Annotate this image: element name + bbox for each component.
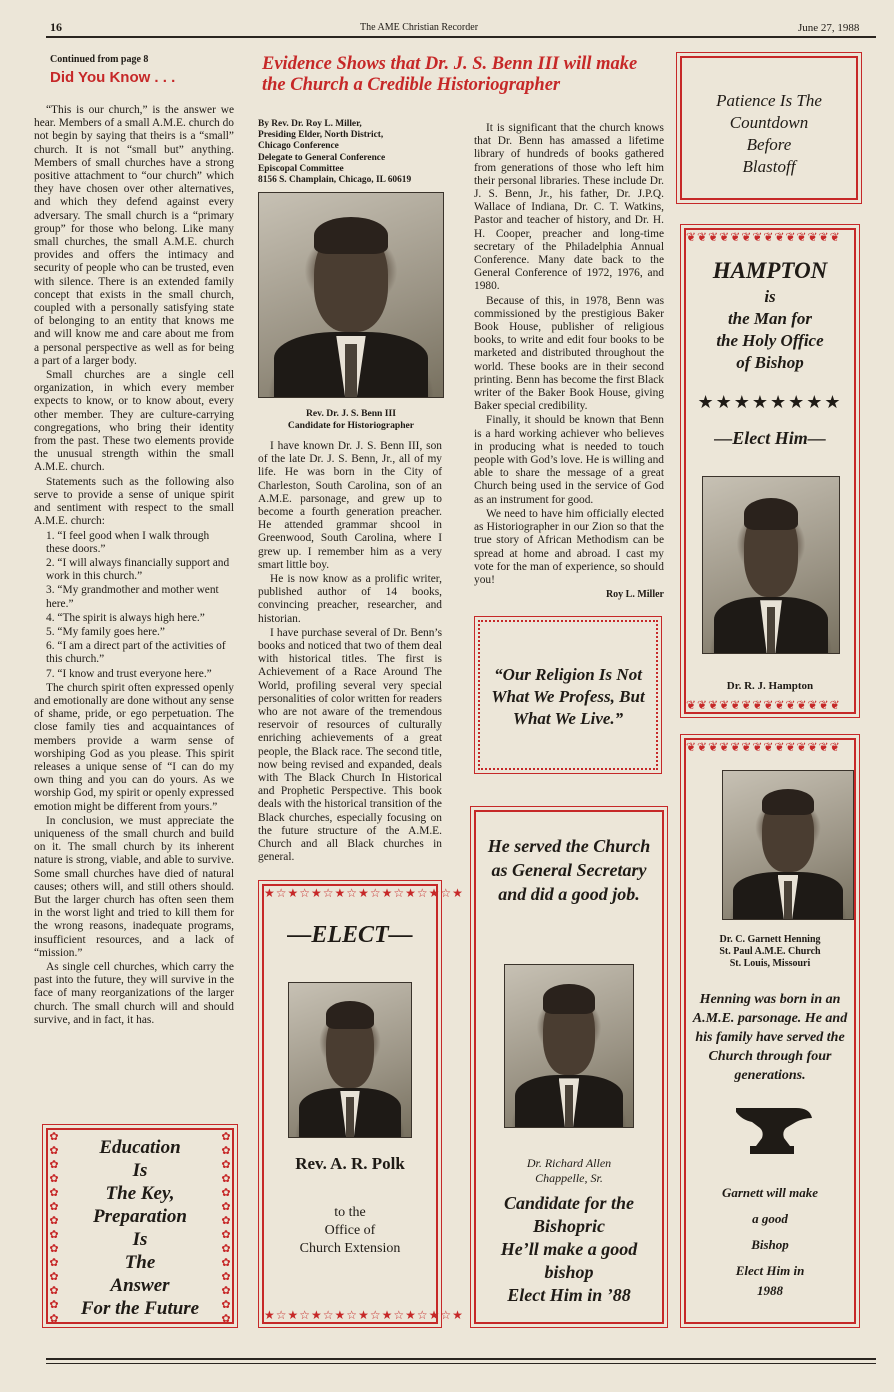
tagline-line: of Bishop xyxy=(736,353,804,372)
slogan-line: Bishop xyxy=(751,1237,789,1252)
patience-line: Before xyxy=(746,135,792,154)
footer-rule-thin xyxy=(46,1363,876,1364)
education-line: Education xyxy=(99,1137,181,1158)
slogan-line: Elect Him in ’88 xyxy=(507,1285,631,1305)
hampton-ad xyxy=(684,228,856,714)
education-line: The xyxy=(124,1252,156,1273)
henning-caption xyxy=(686,934,854,970)
byline-line: Presiding Elder, North District, xyxy=(258,130,384,141)
slogan-line: 1988 xyxy=(757,1283,783,1298)
education-ad xyxy=(46,1128,234,1324)
byline-line: 8156 S. Champlain, Chicago, IL 60619 xyxy=(258,175,412,186)
byline-line: Delegate to General Conference xyxy=(258,152,386,163)
slogan-line: bishop xyxy=(544,1262,594,1282)
slogan-line: He’ll make a good xyxy=(500,1239,638,1259)
list-item: 3. “My grandmother and mother went here.” xyxy=(46,584,219,610)
patience-line: Blastoff xyxy=(742,157,796,176)
list-item: 7. “I know and trust everyone here.” xyxy=(46,667,212,680)
benn-photo-caption xyxy=(258,408,444,432)
hampton-elect: —Elect Him— xyxy=(714,428,826,448)
henning-ad xyxy=(684,738,856,1324)
paragraph: The church spirit often expressed openly and emotionally are done without any sense of shame, pride, or ego perpetuation. The close family ties and acquaintances of members provide a warm sense of worshiping God as you please. This spirit releases a unique sense of “I can do my own thing and you can do yours. As we worship God, my spirit or openly expressed emotion might be different from yours.” xyxy=(34,681,234,813)
paragraph: As single cell churches, which carry the past into the future, they will survive in the face of many reorganizations of the larger church. The small church will and should survive, and in fact, it has. xyxy=(34,961,234,1026)
slogan-line: a good xyxy=(752,1211,788,1226)
hampton-caption: Dr. R. J. Hampton xyxy=(726,680,814,692)
anvil-icon xyxy=(734,1102,814,1162)
paragraph: In conclusion, we must appreciate the uniqueness of the small church and build on it. The small church by its inherent nature is strong, viable, and able to survive. Some small churches have died of natural causes; others will, and still others should. But the larger church has often seen them in the worst light and tried to kill them for the wrong reasons, inadequate programs, insufficient resources, and a lack of “mission.” xyxy=(34,814,234,959)
tagline-line: the Man for xyxy=(727,309,813,328)
caption-line: Dr. C. Garnett Henning xyxy=(719,934,821,945)
hampton-name: HAMPTON xyxy=(712,258,828,283)
polk-office-line: to the xyxy=(334,1205,366,1220)
polk-name: Rev. A. R. Polk xyxy=(295,1154,405,1173)
polk-office-line: Office of xyxy=(324,1223,376,1238)
patience-line: Countdown xyxy=(729,113,809,132)
tagline-line: is xyxy=(764,287,776,306)
flower-border-left: ✿✿✿✿✿✿✿✿✿✿✿✿✿✿ xyxy=(49,1131,59,1325)
education-line: For the Future xyxy=(80,1298,200,1319)
benn-photo xyxy=(258,192,444,398)
henning-slogan xyxy=(686,1180,854,1298)
drape-border-top: ❦❦❦❦❦❦❦❦❦❦❦❦❦❦ xyxy=(686,740,841,754)
hampton-photo xyxy=(702,476,840,654)
polk-office xyxy=(264,1204,436,1258)
hampton-stars: ★★★★★★★★ xyxy=(697,392,843,412)
henning-photo xyxy=(722,770,854,920)
patience-line: Patience Is The xyxy=(716,91,822,110)
paragraph: It is significant that the church knows that Dr. Benn has amassed a lifetime library of hundreds of books gathered from generations of those who left him their personal libraries. These include Dr. J. S. Benn, Jr., his father, Dr. J.P.Q. Wallace of Indiana, Dr. C. T. Watkins, Pastor and teacher of history, and Dr. H. H. Cooper, preacher and long-time secretary of the Philadelphia Annual Conference. Many date back to the General Conference of 1972, 1976, and 1980. xyxy=(474,122,664,293)
paragraph: Because of this, in 1978, Benn was commissioned by the prestigious Baker Book House, publisher of religious books, to write and edit four books to be marketed and distributed throughout the world. These books are in their second printing. Benn has become the first Black writer of the Baker Book House, giving Baker special credibility. xyxy=(474,294,664,413)
paragraph: We need to have him officially elected as Historiographer in our Zion so that the true story of African Methodism can be spread at home and abroad. I cast my vote for the man of experience, so should you! xyxy=(474,507,664,586)
drape-border-top: ❦❦❦❦❦❦❦❦❦❦❦❦❦❦ xyxy=(686,230,841,244)
drape-border-bottom: ❦❦❦❦❦❦❦❦❦❦❦❦❦❦ xyxy=(686,698,841,712)
caption-line: St. Louis, Missouri xyxy=(729,958,811,969)
education-line: Answer xyxy=(110,1275,170,1296)
caption-line: Rev. Dr. J. S. Benn III xyxy=(305,408,396,419)
education-text xyxy=(66,1136,214,1320)
slogan-line: Bishopric xyxy=(532,1216,606,1236)
education-line: Preparation xyxy=(93,1206,187,1227)
paragraph: I have purchase several of Dr. Benn’s books and noticed that two of them deal with historical titles. The first is Achievement of a Race Around The World, profiling several very special personalities of color written for readers who are not aware of the tremendous reservoir of resources of culturally enriching achievements of a great people, the Black race. The second title, now being revised and expanded, deals with The Black Church In Historical and Prophetic Perspective. This book deals with the historical transition of the Black churches, especially focusing on the future structure of the A.M.E. Church and all Black churches in general. xyxy=(258,626,442,864)
star-border-bottom: ★☆★☆★☆★☆★☆★☆★☆★☆★ xyxy=(264,1308,464,1322)
paragraph: “This is our church,” is the answer we hear. Members of a small A.M.E. church do not begin by saying that theirs is a “small” church. It is not “small but” anything. Members of small churches have a strong positive attachment to “our church” which they have chosen over other alternatives, and which they defend against every adversary. The small church is a “primary group” for those who belong. Like many small churches, the small A.M.E. church provides and offers the intimacy and security of people who can be trusted, even with silence. There is an extended family concept that exists in the small church, coupled with a personally satisfying state of belonging to an entity that knows me and will know me and care about me from a personal perspective as well as for being a part of a larger body. xyxy=(34,104,234,367)
polk-elect: —ELECT— xyxy=(287,922,413,948)
article-byline xyxy=(258,119,458,186)
religion-quote: “Our Religion Is Not What We Profess, But What We Live.” xyxy=(491,665,645,728)
slogan-line: Candidate for the xyxy=(503,1193,634,1213)
chappelle-slogan xyxy=(476,1192,662,1307)
header-rule xyxy=(46,36,876,38)
byline-line: Chicago Conference xyxy=(258,141,339,152)
patience-ad xyxy=(680,56,858,200)
paragraph: Finally, it should be known that Benn is a hard working achiever who believes in producing what is needed to touch people with God’s love. He is willing and able to share the message of a great Church being used in the service of God as an instrument for good. xyxy=(474,414,664,506)
slogan-line: Garnett will make xyxy=(721,1185,819,1200)
byline-line: Episcopal Committee xyxy=(258,163,344,174)
list-item: 5. “My family goes here.” xyxy=(46,625,165,638)
hampton-tagline xyxy=(686,286,854,374)
education-line: The Key, xyxy=(105,1183,175,1204)
chappelle-caption xyxy=(476,1156,662,1186)
slogan-line: Elect Him in xyxy=(735,1263,805,1278)
caption-line: Candidate for Historiographer xyxy=(287,420,415,431)
flower-border-right: ✿✿✿✿✿✿✿✿✿✿✿✿✿✿ xyxy=(221,1131,231,1325)
education-line: Is xyxy=(132,1229,148,1250)
polk-ad xyxy=(262,884,464,1324)
star-border-top: ★☆★☆★☆★☆★☆★☆★☆★☆★ xyxy=(264,886,464,900)
tagline-line: the Holy Office xyxy=(716,331,824,350)
list-item: 2. “I will always financially support and work in this church.” xyxy=(46,556,230,583)
caption-line: Chappelle, Sr. xyxy=(535,1171,603,1185)
list-item: 4. “The spirit is always high here.” xyxy=(46,611,205,624)
education-line: Is xyxy=(132,1160,148,1181)
polk-photo xyxy=(288,982,412,1138)
byline-line: By Rev. Dr. Roy L. Miller, xyxy=(258,119,362,129)
issue-date: June 27, 1988 xyxy=(798,22,860,34)
article-column-2 xyxy=(258,440,442,866)
paragraph: Statements such as the following also serve to provide a sense of unique spirit and sentiment with respect to the small A.M.E. church: xyxy=(34,475,234,528)
polk-office-line: Church Extension xyxy=(299,1241,401,1256)
article-signature: Roy L. Miller xyxy=(605,589,664,601)
patience-text xyxy=(682,90,856,178)
paragraph: I have known Dr. J. S. Benn III, son of the late Dr. J. S. Benn, Jr., all of my life. He was born in the City of Charleston, South Carolina, son of an A.M.E. parsonage, and grew up to become a fourth generation preacher. He attended grammar shcool in Greenwood, South Carolina, where I grew up. I remember him as a very smart little boy. xyxy=(258,440,442,571)
chappelle-photo xyxy=(504,964,634,1128)
article-headline: Evidence Shows that Dr. J. S. Benn III will make the Church a Credible Historiographer xyxy=(262,54,638,95)
henning-blurb: Henning was born in an A.M.E. parsonage. He and his family have served the Church through four generations. xyxy=(692,992,848,1083)
list-item: 6. “I am a direct part of the activities of this church.” xyxy=(46,640,226,666)
chappelle-headline: He served the Church as General Secretary and did a good job. xyxy=(487,836,651,904)
column1-body xyxy=(34,104,234,1028)
column1-heading: Did You Know . . . xyxy=(50,69,176,86)
caption-line: Dr. Richard Allen xyxy=(526,1156,612,1170)
paragraph: Small churches are a single cell organization, in which every member expects to know, or to know about, every other member. They are culture-carrying congregations, who bring their identity from the past. These two elements provide the unusual strength within the small A.M.E. church. xyxy=(34,369,234,474)
religion-ad xyxy=(478,620,658,770)
continued-note: Continued from page 8 xyxy=(50,54,149,65)
paragraph: He is now know as a prolific writer, published author of 14 books, convincing preacher, researcher, and historian. xyxy=(258,573,442,625)
list-item: 1. “I feel good when I walk through these doors.” xyxy=(46,529,210,555)
page-number: 16 xyxy=(50,20,62,34)
chappelle-ad xyxy=(474,810,664,1324)
article-column-3 xyxy=(474,122,664,600)
newspaper-name: The AME Christian Recorder xyxy=(360,22,479,33)
caption-line: St. Paul A.M.E. Church xyxy=(719,946,821,957)
footer-rule xyxy=(46,1358,876,1360)
